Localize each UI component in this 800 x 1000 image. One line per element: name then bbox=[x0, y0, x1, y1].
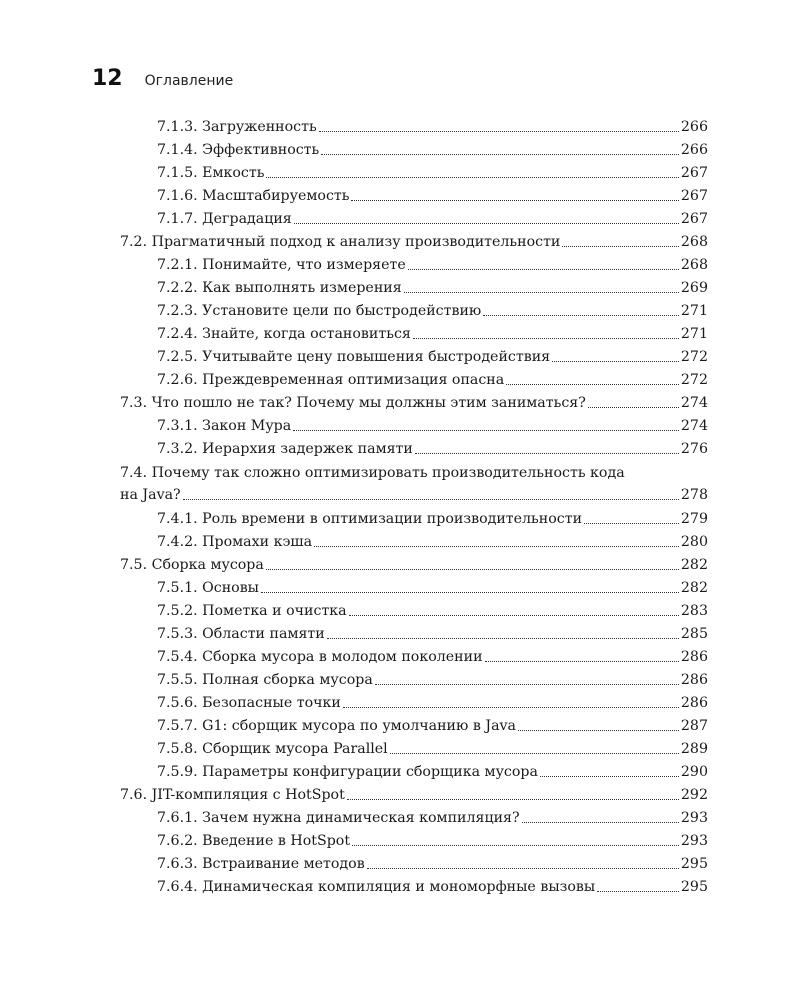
toc-entry-7-2-4[interactable] bbox=[157, 323, 708, 345]
toc-entry-page: 279 bbox=[680, 511, 708, 527]
dot-leader bbox=[314, 546, 679, 547]
toc-entry-title-line2: на Java? bbox=[120, 487, 181, 503]
dot-leader bbox=[562, 246, 679, 247]
dot-leader bbox=[319, 131, 679, 132]
toc-entry-7-6-3[interactable] bbox=[157, 853, 708, 875]
toc-entry-title: 7.5. Сборка мусора bbox=[120, 557, 264, 573]
toc-entry-title: 7.1.3. Загруженность bbox=[157, 119, 317, 135]
dot-leader bbox=[597, 891, 679, 892]
toc-entry-page: 286 bbox=[680, 695, 708, 711]
toc-entry-title: 7.5.3. Области памяти bbox=[157, 626, 325, 642]
dot-leader bbox=[522, 822, 679, 823]
dot-leader bbox=[588, 407, 679, 408]
toc-entry-title: 7.5.6. Безопасные точки bbox=[157, 695, 341, 711]
toc-entry-title: 7.6.3. Встраивание методов bbox=[157, 856, 365, 872]
toc-entry-title: 7.3. Что пошло не так? Почему мы должны этим заниматься? bbox=[120, 395, 586, 411]
dot-leader bbox=[485, 661, 679, 662]
toc-entry-7-2-5[interactable] bbox=[157, 346, 708, 368]
toc-entry-page: 268 bbox=[680, 257, 708, 273]
toc-entry-7-5-3[interactable] bbox=[157, 623, 708, 645]
toc-entry-7-3[interactable] bbox=[120, 392, 708, 414]
toc-entry-title: 7.2.2. Как выполнять измерения bbox=[157, 280, 402, 296]
toc-entry-page: 269 bbox=[680, 280, 708, 296]
dot-leader bbox=[261, 592, 679, 593]
dot-leader bbox=[408, 269, 679, 270]
toc-entry-7-2-3[interactable] bbox=[157, 300, 708, 322]
toc-entry-page: 268 bbox=[680, 234, 708, 250]
toc-entry-title: 7.6.1. Зачем нужна динамическая компиляция? bbox=[157, 810, 520, 826]
toc-entry-7-3-2[interactable] bbox=[157, 438, 708, 460]
toc-entry-7-6-2[interactable] bbox=[157, 830, 708, 852]
toc-entry-page: 292 bbox=[680, 787, 708, 803]
toc-entry-title: 7.6.2. Введение в HotSpot bbox=[157, 833, 351, 849]
dot-leader bbox=[327, 638, 679, 639]
toc-entry-title: 7.1.4. Эффективность bbox=[157, 142, 320, 158]
toc-entry-7-2-2[interactable] bbox=[157, 277, 708, 299]
dot-leader bbox=[404, 292, 679, 293]
toc-entry-7-3-1[interactable] bbox=[157, 415, 708, 437]
toc-entry-title: 7.5.2. Пометка и очистка bbox=[157, 603, 347, 619]
dot-leader bbox=[552, 361, 679, 362]
toc-entry-title: 7.2.1. Понимайте, что измеряете bbox=[157, 257, 406, 273]
dot-leader bbox=[352, 845, 679, 846]
toc-entry-page: 266 bbox=[680, 119, 708, 135]
dot-leader bbox=[584, 523, 679, 524]
toc-entry-7-4[interactable] bbox=[120, 462, 708, 506]
toc-entry-7-5-9[interactable] bbox=[157, 761, 708, 783]
toc-entry-page: 272 bbox=[680, 372, 708, 388]
toc-entry-page: 293 bbox=[680, 810, 708, 826]
toc-entry-page: 282 bbox=[680, 580, 708, 596]
toc-entry-page: 278 bbox=[680, 487, 708, 503]
toc-entry-title: 7.3.2. Иерархия задержек памяти bbox=[157, 441, 413, 457]
dot-leader bbox=[483, 315, 679, 316]
toc-entry-page: 289 bbox=[680, 741, 708, 757]
toc-entry-title: 7.5.8. Сборщик мусора Parallel bbox=[157, 741, 388, 757]
running-title: Оглавление bbox=[144, 73, 234, 89]
toc-entry-7-1-3[interactable] bbox=[157, 116, 708, 138]
dot-leader bbox=[413, 338, 679, 339]
toc-entry-page: 267 bbox=[680, 211, 708, 227]
toc-entry-page: 267 bbox=[680, 188, 708, 204]
dot-leader bbox=[347, 799, 679, 800]
dot-leader bbox=[349, 615, 679, 616]
toc-entry-title: 7.5.4. Сборка мусора в молодом поколении bbox=[157, 649, 483, 665]
toc-entry-title: 7.6. JIT-компиляция с HotSpot bbox=[120, 787, 345, 803]
toc-entry-7-2[interactable] bbox=[120, 231, 708, 253]
toc-entry-7-2-1[interactable] bbox=[157, 254, 708, 276]
toc-entry-title: 7.2.4. Знайте, когда остановиться bbox=[157, 326, 411, 342]
toc-entry-page: 287 bbox=[680, 718, 708, 734]
toc-entry-page: 286 bbox=[680, 672, 708, 688]
dot-leader bbox=[415, 453, 679, 454]
dot-leader bbox=[540, 776, 679, 777]
toc-entry-title: 7.5.9. Параметры конфигурации сборщика мусора bbox=[157, 764, 538, 780]
toc-entry-title: 7.5.1. Основы bbox=[157, 580, 259, 596]
dot-leader bbox=[294, 223, 679, 224]
dot-leader bbox=[367, 868, 679, 869]
toc-entry-title: 7.4.1. Роль времени в оптимизации производительности bbox=[157, 511, 583, 527]
toc-entry-title: 7.2.6. Преждевременная оптимизация опасна bbox=[157, 372, 505, 388]
toc-entry-page: 286 bbox=[680, 649, 708, 665]
dot-leader bbox=[266, 569, 679, 570]
toc-entry-7-5-6[interactable] bbox=[157, 692, 708, 714]
toc-entry-title: 7.3.1. Закон Мура bbox=[157, 418, 292, 434]
toc-entry-title: 7.1.7. Деградация bbox=[157, 211, 292, 227]
toc-entry-7-5-4[interactable] bbox=[157, 646, 708, 668]
toc-entry-7-5-1[interactable] bbox=[157, 577, 708, 599]
toc-entry-page: 274 bbox=[680, 395, 708, 411]
dot-leader bbox=[518, 730, 679, 731]
toc-entry-page: 271 bbox=[680, 303, 708, 319]
toc-entry-page: 295 bbox=[680, 879, 708, 895]
toc-entry-title: 7.2.5. Учитывайте цену повышения быстродействия bbox=[157, 349, 551, 365]
toc-entry-title: 7.6.4. Динамическая компиляция и мономорфные вызовы bbox=[157, 879, 596, 895]
dot-leader bbox=[506, 384, 679, 385]
toc-entry-title: 7.5.5. Полная сборка мусора bbox=[157, 672, 373, 688]
page-number: 12 bbox=[92, 66, 123, 91]
toc-entry-7-6-1[interactable] bbox=[157, 807, 708, 829]
toc-entry-page: 272 bbox=[680, 349, 708, 365]
toc-entry-title: 7.1.6. Масштабируемость bbox=[157, 188, 350, 204]
toc-entry-7-5[interactable] bbox=[120, 554, 708, 576]
dot-leader bbox=[183, 499, 679, 500]
dot-leader bbox=[321, 154, 679, 155]
dot-leader bbox=[390, 753, 679, 754]
toc-entry-page: 276 bbox=[680, 441, 708, 457]
toc-entry-page: 280 bbox=[680, 534, 708, 550]
toc-entry-page: 282 bbox=[680, 557, 708, 573]
dot-leader bbox=[375, 684, 679, 685]
toc-entry-title: 7.1.5. Емкость bbox=[157, 165, 265, 181]
toc-entry-title: 7.2.3. Установите цели по быстродействию bbox=[157, 303, 482, 319]
toc-entry-page: 267 bbox=[680, 165, 708, 181]
toc-entry-page: 271 bbox=[680, 326, 708, 342]
toc-entry-page: 285 bbox=[680, 626, 708, 642]
toc-entry-7-1-6[interactable] bbox=[157, 185, 708, 207]
toc-entry-7-1-5[interactable] bbox=[157, 162, 708, 184]
toc-entry-page: 283 bbox=[680, 603, 708, 619]
toc-entry-page: 266 bbox=[680, 142, 708, 158]
toc-entry-7-5-8[interactable] bbox=[157, 738, 708, 760]
toc-entry-page: 290 bbox=[680, 764, 708, 780]
toc-entry-7-4-1[interactable] bbox=[157, 508, 708, 530]
dot-leader bbox=[343, 707, 679, 708]
toc-entry-title: 7.5.7. G1: сборщик мусора по умолчанию в Java bbox=[157, 718, 516, 734]
dot-leader bbox=[293, 430, 679, 431]
toc-entry-7-5-7[interactable] bbox=[157, 715, 708, 737]
dot-leader bbox=[351, 200, 678, 201]
toc-entry-title: 7.4.2. Промахи кэша bbox=[157, 534, 313, 550]
toc-entry-title: 7.2. Прагматичный подход к анализу производительности bbox=[120, 234, 561, 250]
toc-entry-7-4-2[interactable] bbox=[157, 531, 708, 553]
toc-entry-7-2-6[interactable] bbox=[157, 369, 708, 391]
toc-entry-page: 274 bbox=[680, 418, 708, 434]
toc-entry-7-6-4[interactable] bbox=[157, 876, 708, 898]
toc-entry-7-5-5[interactable] bbox=[157, 669, 708, 691]
page-header bbox=[92, 66, 233, 91]
toc-entry-7-1-4[interactable] bbox=[157, 139, 708, 161]
toc-entry-page: 295 bbox=[680, 856, 708, 872]
dot-leader bbox=[266, 177, 678, 178]
toc-entry-7-5-2[interactable] bbox=[157, 600, 708, 622]
toc-entry-title-line1: 7.4. Почему так сложно оптимизировать производительность кода bbox=[120, 465, 625, 481]
toc-entry-7-1-7[interactable] bbox=[157, 208, 708, 230]
toc-entry-7-6[interactable] bbox=[120, 784, 708, 806]
toc-entry-page: 293 bbox=[680, 833, 708, 849]
